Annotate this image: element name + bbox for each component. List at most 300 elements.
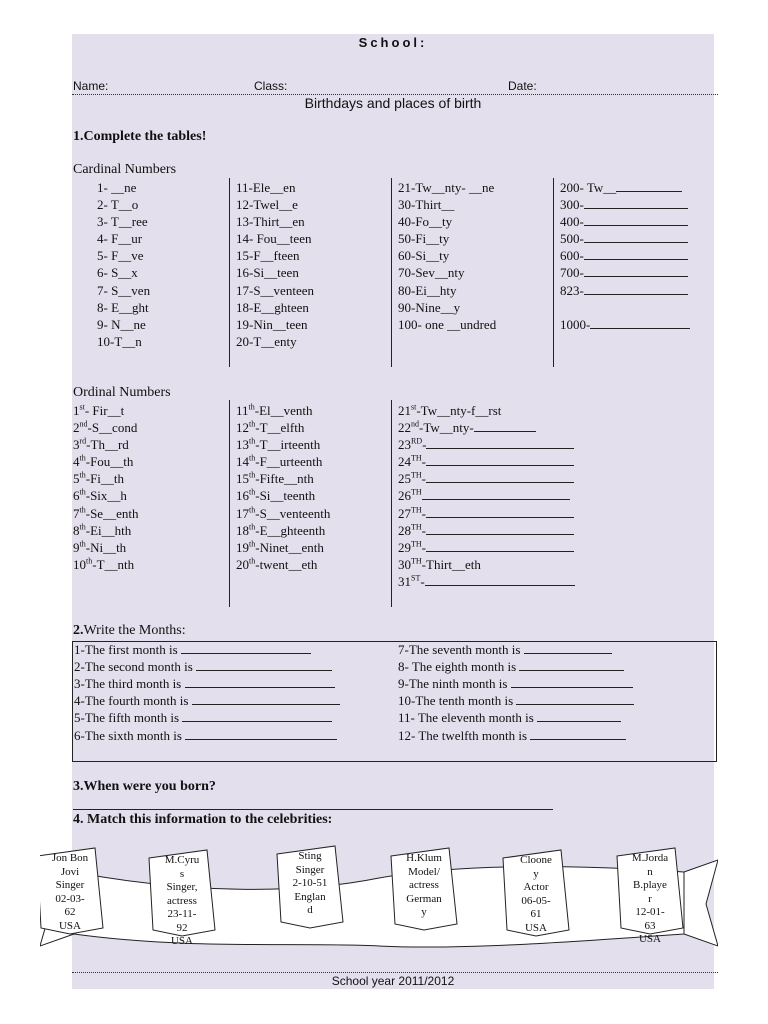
ordinal-item bbox=[398, 487, 575, 504]
ordinal-suffix: th bbox=[249, 539, 256, 549]
answer-blank[interactable] bbox=[426, 541, 574, 552]
cardinal-item-text: 13-Thirt__en bbox=[236, 214, 305, 230]
answer-blank[interactable] bbox=[196, 660, 332, 671]
cardinal-column-4 bbox=[560, 179, 688, 299]
celebrity-card-line: 02-03- bbox=[55, 892, 85, 905]
ordinal-suffix: nd bbox=[79, 419, 88, 429]
celebrity-card-line: 23-11- bbox=[167, 908, 197, 920]
ordinal-item bbox=[236, 419, 330, 436]
celebrity-card-line: Singer bbox=[55, 879, 85, 891]
cardinal-item-text: 300- bbox=[560, 197, 584, 213]
ordinal-number: 23 bbox=[398, 437, 411, 453]
ordinal-text: -T__nth bbox=[92, 556, 135, 572]
cardinal-item bbox=[398, 179, 496, 196]
ordinal-item bbox=[236, 402, 330, 419]
celebrity-card-line: Cloone bbox=[520, 854, 552, 866]
ordinal-suffix: th bbox=[79, 539, 86, 549]
celebrity-card bbox=[277, 850, 343, 918]
month-question bbox=[398, 728, 626, 744]
ordinal-item bbox=[73, 436, 138, 453]
celebrity-card-line: Singer, bbox=[166, 881, 198, 893]
answer-blank[interactable] bbox=[426, 524, 574, 535]
cardinal-column-3 bbox=[398, 179, 496, 333]
cardinal-item bbox=[97, 230, 150, 247]
answer-blank[interactable] bbox=[426, 455, 574, 466]
ordinal-suffix: th bbox=[248, 402, 255, 412]
ordinal-item bbox=[398, 505, 575, 522]
ordinal-text: -Six__h bbox=[85, 488, 127, 504]
ordinal-item bbox=[73, 402, 138, 419]
cardinal-item-text: 4- F__ur bbox=[97, 231, 143, 247]
cardinal-numbers-label: Cardinal Numbers bbox=[73, 162, 177, 177]
cardinal-item-text: 3- T__ree bbox=[97, 214, 148, 230]
ordinal-item bbox=[398, 436, 575, 453]
celebrity-card-line: USA bbox=[58, 919, 81, 932]
section-3-title: 3.When were you born? bbox=[73, 779, 216, 794]
cardinal-column-1 bbox=[97, 179, 150, 350]
cardinal-item bbox=[236, 179, 314, 196]
ordinal-item bbox=[73, 487, 138, 504]
celebrity-card bbox=[503, 854, 569, 935]
ordinal-text: -Ni__th bbox=[85, 539, 127, 555]
answer-blank[interactable] bbox=[182, 711, 332, 722]
cardinal-item-text: 10-T__n bbox=[97, 333, 142, 349]
ordinal-suffix: th bbox=[249, 505, 256, 515]
section-2-number: 2. bbox=[73, 623, 84, 638]
celebrity-card-line: Model/ bbox=[408, 865, 440, 878]
cardinal-item-text: 400- bbox=[560, 214, 584, 230]
ordinal-number: 20 bbox=[236, 556, 249, 572]
cardinal-item bbox=[97, 247, 150, 264]
ordinal-number: 14 bbox=[236, 454, 249, 470]
ordinal-item bbox=[236, 487, 330, 504]
cardinal-item-text: 50-Fi__ty bbox=[398, 231, 450, 247]
column-divider bbox=[391, 178, 392, 367]
ordinal-number: 16 bbox=[236, 488, 249, 504]
cardinal-item bbox=[560, 282, 688, 299]
month-question-text: 3-The third month is bbox=[74, 676, 182, 692]
cardinal-item-text: 17-S__venteen bbox=[236, 282, 314, 298]
ordinal-text: - bbox=[421, 522, 427, 538]
answer-blank[interactable] bbox=[185, 729, 337, 740]
ordinal-text: -Th__rd bbox=[86, 437, 129, 453]
month-question-text: 2-The second month is bbox=[74, 659, 193, 675]
column-divider bbox=[553, 178, 554, 367]
section-2-label: Write the Months: bbox=[83, 623, 186, 638]
month-question-text: 12- The twelfth month is bbox=[398, 727, 528, 743]
month-question-text: 9-The ninth month is bbox=[398, 676, 508, 692]
celebrity-card-line: USA bbox=[170, 935, 193, 947]
cardinal-item-text: 500- bbox=[560, 231, 584, 247]
cardinal-item bbox=[398, 247, 496, 264]
month-question bbox=[398, 642, 612, 658]
ordinal-number: 29 bbox=[398, 539, 411, 555]
ordinal-item bbox=[398, 470, 575, 487]
ordinal-number: 8 bbox=[73, 522, 80, 538]
month-question bbox=[74, 642, 311, 658]
cardinal-item-text: 60-Si__ty bbox=[398, 248, 450, 264]
ordinal-suffix: th bbox=[249, 419, 256, 429]
ordinal-suffix: RD bbox=[411, 436, 423, 446]
celebrity-card-line: d bbox=[307, 904, 313, 916]
celebrity-card-line: M.Jorda bbox=[631, 852, 669, 864]
column-divider bbox=[229, 178, 230, 367]
ordinal-suffix: st bbox=[411, 402, 417, 412]
ordinal-number: 5 bbox=[73, 471, 80, 487]
answer-blank[interactable] bbox=[584, 215, 688, 226]
celebrity-card-line: 92 bbox=[176, 921, 188, 934]
celebrity-card-line: M.Cyru bbox=[164, 854, 200, 866]
column-divider bbox=[229, 400, 230, 607]
answer-blank[interactable] bbox=[185, 677, 335, 688]
cardinal-item-text: 7- S__ven bbox=[97, 282, 151, 298]
cardinal-item bbox=[97, 179, 150, 196]
cardinal-item bbox=[560, 213, 688, 230]
month-question bbox=[74, 659, 332, 675]
celebrity-card-line: Actor bbox=[523, 881, 549, 893]
ordinal-text: -Tw__nty-f__rst bbox=[416, 403, 502, 418]
cardinal-item bbox=[560, 264, 688, 281]
cardinal-item bbox=[560, 230, 688, 247]
ordinal-number: 28 bbox=[398, 522, 411, 538]
celebrity-card-line: USA bbox=[638, 933, 661, 945]
section-1-title: 1.Complete the tables! bbox=[73, 129, 207, 144]
ordinal-number: 11 bbox=[236, 403, 249, 418]
worksheet-title: Birthdays and places of birth bbox=[304, 95, 482, 111]
ordinal-text: - bbox=[422, 437, 427, 453]
ordinal-suffix: th bbox=[249, 436, 256, 446]
answer-blank[interactable] bbox=[524, 643, 612, 654]
cardinal-1000-item bbox=[560, 317, 690, 333]
ordinal-number: 7 bbox=[73, 505, 80, 521]
ordinal-item bbox=[73, 539, 138, 556]
answer-blank[interactable] bbox=[584, 249, 688, 260]
cardinal-item-text: 5- F__ve bbox=[97, 248, 144, 264]
ordinal-number: 24 bbox=[398, 454, 411, 470]
ordinal-item bbox=[398, 539, 575, 556]
month-question-text: 4-The fourth month is bbox=[74, 693, 189, 709]
celebrity-card-line: B.playe bbox=[633, 879, 667, 891]
ordinal-text: -S__venteenth bbox=[255, 505, 331, 521]
ordinal-suffix: th bbox=[249, 453, 256, 463]
cardinal-column-2 bbox=[236, 179, 314, 350]
answer-blank[interactable] bbox=[181, 643, 311, 654]
answer-blank[interactable] bbox=[426, 438, 574, 449]
celebrity-card-line: Jon Bon bbox=[51, 852, 89, 864]
celebrity-card-line: Sting bbox=[298, 850, 322, 862]
answer-blank[interactable] bbox=[516, 694, 634, 705]
answer-blank[interactable] bbox=[590, 318, 690, 329]
ordinal-number: 6 bbox=[73, 488, 80, 504]
cardinal-item bbox=[236, 230, 314, 247]
month-question-text: 6-The sixth month is bbox=[74, 727, 182, 743]
cardinal-item-text: 14- Fou__teen bbox=[236, 231, 312, 247]
month-question bbox=[74, 710, 332, 726]
cardinal-item bbox=[398, 299, 496, 316]
cardinal-item-text: 12-Twel__e bbox=[236, 197, 298, 213]
cardinal-item-text: 600- bbox=[560, 248, 584, 264]
ordinal-item bbox=[236, 539, 330, 556]
month-question-text: 5-The fifth month is bbox=[74, 710, 180, 726]
answer-blank[interactable] bbox=[584, 266, 688, 277]
celebrity-card-line: H.Klum bbox=[406, 852, 442, 864]
ordinal-suffix: th bbox=[79, 522, 86, 532]
celebrity-card-line: s bbox=[179, 867, 185, 880]
ordinal-suffix: TH bbox=[411, 522, 422, 532]
ordinal-number: 21 bbox=[398, 403, 411, 418]
ordinal-number: 22 bbox=[398, 420, 411, 436]
ordinal-text: - bbox=[421, 454, 427, 470]
school-label: School: bbox=[358, 35, 428, 50]
ordinal-suffix: th bbox=[249, 488, 256, 498]
section-4-title: 4. Match this information to the celebrities: bbox=[73, 812, 333, 827]
ordinal-suffix: th bbox=[79, 488, 86, 498]
month-question-text: 10-The tenth month is bbox=[398, 693, 514, 709]
ordinal-suffix: ST bbox=[411, 573, 421, 583]
cardinal-item-text: 30-Thirt__ bbox=[398, 197, 455, 213]
answer-blank[interactable] bbox=[584, 284, 688, 295]
answer-blank[interactable] bbox=[537, 711, 621, 722]
ordinal-number: 1 bbox=[73, 403, 80, 418]
cardinal-item bbox=[236, 264, 314, 281]
ordinal-suffix: nd bbox=[411, 419, 419, 429]
celebrity-card-line: 12-01- bbox=[635, 906, 665, 918]
ordinal-item bbox=[73, 505, 138, 522]
worksheet-page bbox=[51, 34, 714, 989]
celebrity-card-line: actress bbox=[167, 894, 197, 907]
celebrity-card bbox=[617, 852, 683, 947]
cardinal-item-text: 8- E__ght bbox=[97, 299, 149, 315]
celebrity-card bbox=[149, 854, 215, 949]
answer-blank[interactable] bbox=[616, 181, 682, 192]
ordinal-column-2 bbox=[236, 402, 330, 573]
ordinal-column-1 bbox=[73, 402, 138, 573]
cardinal-item bbox=[236, 333, 314, 350]
cardinal-item bbox=[398, 282, 496, 299]
cardinal-1000-label: 1000- bbox=[560, 317, 591, 332]
ordinal-item bbox=[73, 419, 138, 436]
cardinal-item-text: 1- __ne bbox=[97, 180, 137, 195]
cardinal-item-text: 9- N__ne bbox=[97, 316, 146, 332]
answer-blank[interactable] bbox=[422, 489, 570, 500]
celebrity-card-line: 62 bbox=[64, 906, 76, 918]
month-question bbox=[74, 676, 335, 692]
answer-blank[interactable] bbox=[425, 575, 575, 586]
ordinal-item bbox=[398, 556, 575, 573]
celebrity-card-line: Jovi bbox=[60, 865, 80, 878]
celebrity-banner bbox=[40, 842, 718, 960]
ordinal-text: -T__elfth bbox=[255, 420, 305, 436]
cardinal-item bbox=[560, 196, 688, 213]
answer-blank[interactable] bbox=[519, 660, 624, 671]
ordinal-number: 12 bbox=[236, 420, 249, 436]
ordinal-text: -Si__teenth bbox=[255, 488, 316, 504]
ordinal-text: - Fir__t bbox=[84, 403, 125, 418]
ordinal-item bbox=[398, 522, 575, 539]
cardinal-item-text: 200- Tw__ bbox=[560, 180, 617, 195]
ordinal-item bbox=[236, 453, 330, 470]
name-label: Name: bbox=[73, 79, 109, 93]
cardinal-item bbox=[398, 196, 496, 213]
ordinal-column-3 bbox=[398, 402, 575, 590]
ordinal-suffix: TH bbox=[411, 453, 422, 463]
ordinal-text: - bbox=[420, 573, 425, 589]
cardinal-item bbox=[398, 264, 496, 281]
ordinal-number: 25 bbox=[398, 471, 411, 487]
ordinal-item bbox=[236, 470, 330, 487]
cardinal-item bbox=[398, 230, 496, 247]
cardinal-item bbox=[236, 247, 314, 264]
cardinal-item-text: 700- bbox=[560, 265, 584, 281]
cardinal-item bbox=[97, 282, 150, 299]
celebrity-card-line: n bbox=[647, 865, 653, 878]
ordinal-text: -Thirt__eth bbox=[421, 556, 481, 572]
cardinal-item-text: 70-Sev__nty bbox=[398, 265, 465, 281]
ordinal-item bbox=[73, 470, 138, 487]
cardinal-item-text: 11-Ele__en bbox=[236, 180, 296, 195]
ordinal-text: -E__ghteenth bbox=[255, 522, 326, 538]
ordinal-text: - bbox=[421, 471, 427, 487]
month-question-text: 11- The eleventh month is bbox=[398, 710, 534, 726]
ordinal-number: 3 bbox=[73, 437, 80, 453]
ordinal-text: -S__cond bbox=[87, 420, 138, 436]
ordinal-number: 31 bbox=[398, 573, 411, 589]
celebrity-card-line: actress bbox=[409, 879, 439, 891]
answer-blank[interactable] bbox=[192, 694, 340, 705]
ordinal-suffix: TH bbox=[411, 505, 422, 515]
answer-blank[interactable] bbox=[426, 507, 574, 518]
celebrity-card-line: y bbox=[421, 906, 427, 918]
ordinal-number: 30 bbox=[398, 556, 411, 572]
ordinal-item bbox=[398, 573, 575, 590]
cardinal-item bbox=[97, 264, 150, 281]
footer-divider bbox=[72, 972, 718, 973]
answer-blank[interactable] bbox=[426, 472, 574, 483]
month-question bbox=[398, 676, 633, 692]
ordinal-text: -Fi__th bbox=[85, 471, 125, 487]
cardinal-item bbox=[560, 247, 688, 264]
answer-blank[interactable] bbox=[511, 677, 633, 688]
ordinal-number: 26 bbox=[398, 488, 411, 504]
ordinal-suffix: th bbox=[79, 453, 86, 463]
month-question bbox=[74, 728, 337, 744]
celebrity-card-line: German bbox=[406, 892, 442, 905]
celebrity-card-line: 2-10-51 bbox=[292, 877, 328, 889]
cardinal-item-text: 2- T__o bbox=[97, 197, 139, 213]
ordinal-number: 13 bbox=[236, 437, 249, 453]
column-divider bbox=[391, 400, 392, 607]
month-question bbox=[398, 710, 621, 726]
answer-blank[interactable] bbox=[584, 232, 688, 243]
cardinal-item-text: 100- one __undred bbox=[398, 316, 497, 332]
cardinal-item bbox=[236, 196, 314, 213]
ordinal-numbers-label: Ordinal Numbers bbox=[73, 385, 171, 400]
ordinal-suffix: th bbox=[86, 556, 93, 566]
cardinal-item-text: 15-F__fteen bbox=[236, 248, 300, 264]
date-label: Date: bbox=[508, 79, 537, 93]
ordinal-text: -Fou__th bbox=[85, 454, 134, 470]
ordinal-number: 17 bbox=[236, 505, 249, 521]
month-question bbox=[398, 693, 634, 709]
cardinal-item-text: 80-Ei__hty bbox=[398, 282, 457, 298]
ordinal-text: -El__venth bbox=[254, 403, 313, 418]
cardinal-item bbox=[97, 299, 150, 316]
born-answer-line[interactable] bbox=[73, 809, 553, 810]
answer-blank[interactable] bbox=[474, 421, 536, 432]
celebrity-card-line: Singer bbox=[295, 863, 325, 876]
ordinal-number: 4 bbox=[73, 454, 80, 470]
cardinal-item-text: 6- S__x bbox=[97, 265, 138, 281]
ordinal-suffix: th bbox=[249, 522, 256, 532]
ordinal-item bbox=[398, 453, 575, 470]
ordinal-number: 15 bbox=[236, 471, 249, 487]
ordinal-item bbox=[236, 522, 330, 539]
cardinal-item bbox=[236, 282, 314, 299]
cardinal-item bbox=[97, 316, 150, 333]
ordinal-item bbox=[398, 419, 575, 436]
footer-school-year: School year 2011/2012 bbox=[331, 974, 455, 988]
ordinal-number: 18 bbox=[236, 522, 249, 538]
answer-blank[interactable] bbox=[530, 729, 626, 740]
cardinal-item bbox=[236, 316, 314, 333]
section-2-title bbox=[73, 623, 186, 639]
celebrity-card-line: y bbox=[533, 867, 539, 880]
ordinal-item bbox=[73, 556, 138, 573]
ordinal-text: -Ninet__enth bbox=[255, 539, 324, 555]
celebrity-card bbox=[391, 852, 457, 920]
month-question bbox=[74, 693, 340, 709]
ordinal-number: 10 bbox=[73, 556, 86, 572]
ordinal-text: -F__urteenth bbox=[255, 454, 323, 470]
month-question-text: 1-The first month is bbox=[74, 642, 178, 657]
cardinal-item-text: 18-E__ghteen bbox=[236, 299, 309, 315]
answer-blank[interactable] bbox=[584, 198, 688, 209]
ordinal-item bbox=[236, 505, 330, 522]
celebrity-card-line: Englan bbox=[294, 890, 326, 903]
ordinal-item bbox=[236, 556, 330, 573]
cardinal-item bbox=[398, 213, 496, 230]
cardinal-item bbox=[236, 213, 314, 230]
ordinal-number: 9 bbox=[73, 539, 80, 555]
ordinal-suffix: TH bbox=[411, 471, 422, 481]
ordinal-suffix: th bbox=[249, 471, 256, 481]
celebrity-card-line: r bbox=[648, 892, 652, 905]
month-question-text: 7-The seventh month is bbox=[398, 642, 521, 657]
cardinal-item-text: 19-Nin__teen bbox=[236, 316, 308, 332]
cardinal-item bbox=[560, 179, 688, 196]
ordinal-suffix: TH bbox=[411, 488, 422, 498]
month-question-text: 8- The eighth month is bbox=[398, 659, 517, 675]
ordinal-item bbox=[73, 522, 138, 539]
cardinal-item bbox=[97, 333, 150, 350]
cardinal-item-text: 21-Tw__nty- __ne bbox=[398, 180, 495, 195]
cardinal-item-text: 90-Nine__y bbox=[398, 299, 461, 315]
ordinal-text: - bbox=[421, 505, 427, 521]
ordinal-text: -Ei__hth bbox=[85, 522, 132, 538]
celebrity-card-line: 61 bbox=[530, 908, 542, 920]
class-label: Class: bbox=[254, 79, 288, 93]
cardinal-item bbox=[236, 299, 314, 316]
ordinal-suffix: th bbox=[79, 471, 86, 481]
ordinal-suffix: th bbox=[79, 505, 86, 515]
ordinal-suffix: TH bbox=[411, 539, 422, 549]
cardinal-item-text: 823- bbox=[560, 282, 584, 298]
ordinal-text: -T__irteenth bbox=[255, 437, 321, 453]
cardinal-item-text: 20-T__enty bbox=[236, 333, 297, 349]
ordinal-item bbox=[236, 436, 330, 453]
celebrity-card-line: 06-05- bbox=[521, 894, 551, 907]
ordinal-text: -twent__eth bbox=[255, 556, 318, 572]
